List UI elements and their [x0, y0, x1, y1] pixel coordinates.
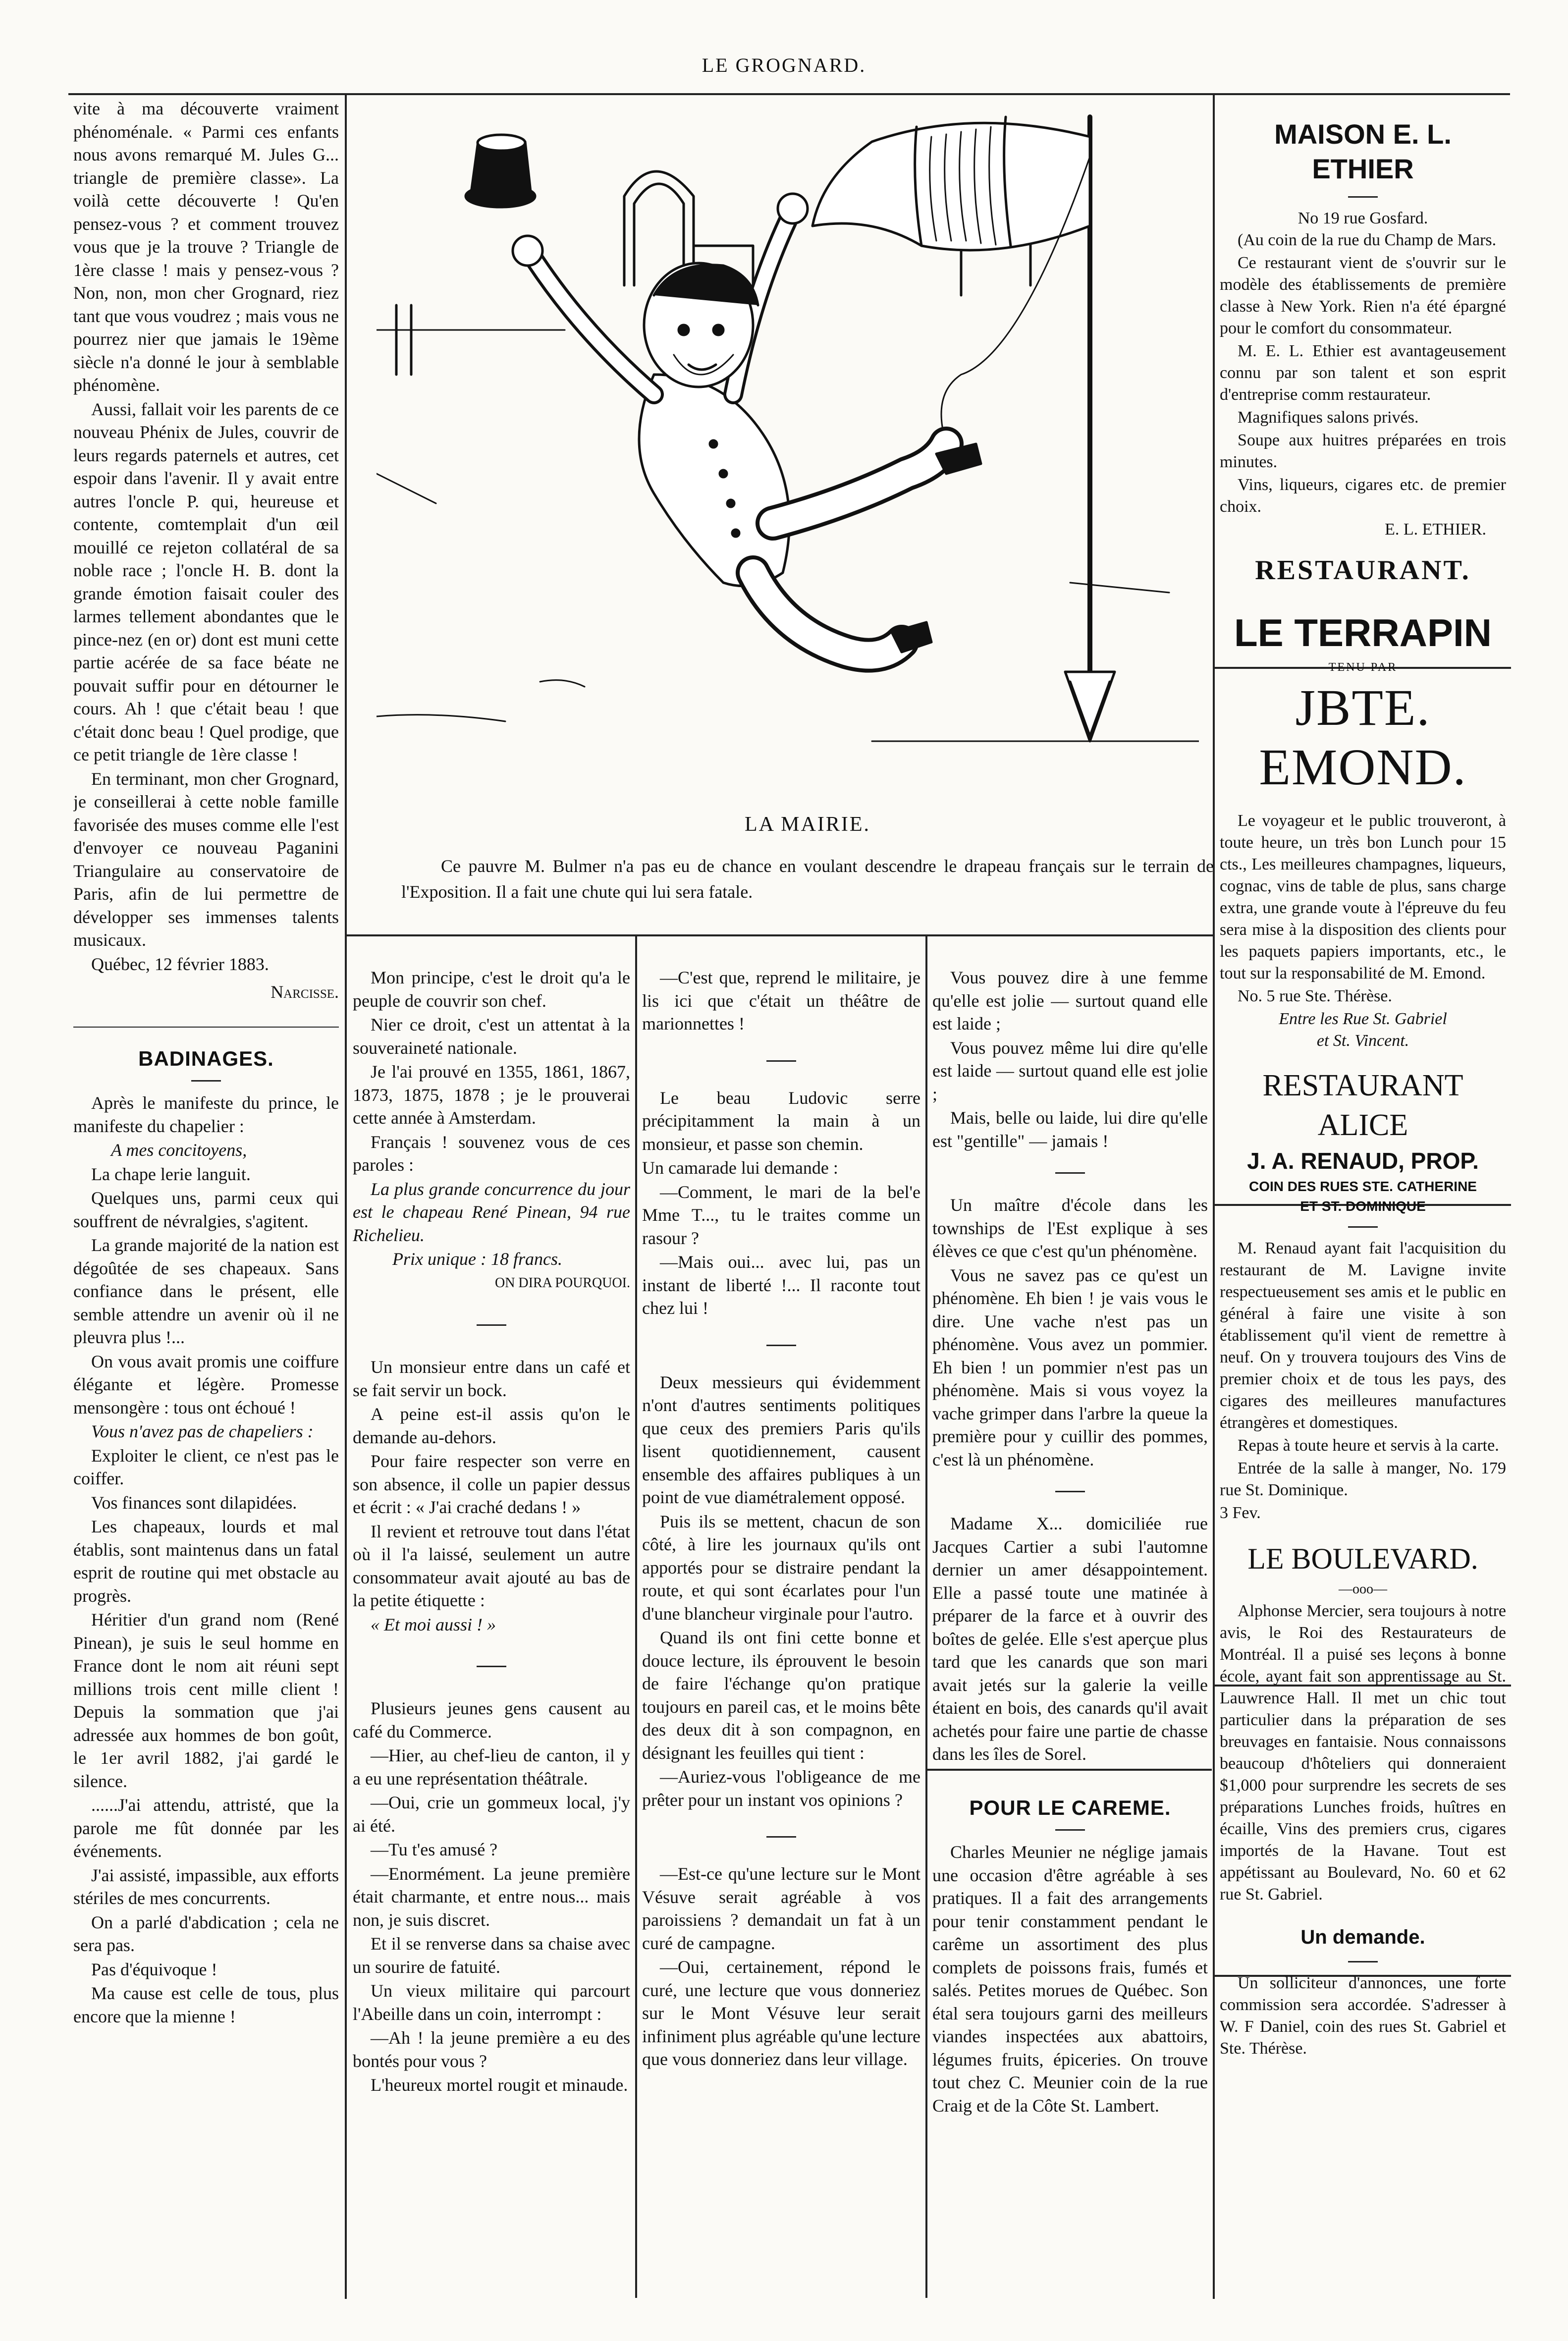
cartoon-title: LA MAIRIE. [745, 813, 870, 836]
ethier-text: Magnifiques salons privés. [1238, 408, 1419, 427]
article-paragraph: Un vieux militaire qui parcourt l'Abeille dans un coin, interrompt : [353, 1981, 630, 2024]
article-paragraph: Deux messieurs qui évidemment n'ont d'autres sentiments politiques que ceux des premiers Paris qu'ils lisent quotidiennement, causent ensemble des affaires publiques à un point de vue diamétralement opposé. [642, 1372, 920, 1507]
article-paragraph: « Et moi aussi ! » [371, 1614, 496, 1634]
dash-separator [1348, 196, 1378, 198]
article-paragraph: Un camarade lui demande : [642, 1158, 838, 1178]
article-paragraph: Le beau Ludovic serre précipitamment la main à un monsieur, et passe son chemin. [642, 1088, 920, 1154]
article-paragraph: Madame X... domiciliée rue Jacques Cartier a subi l'automne dernier un amer désappointement. Elle a passé toute une matinée à préparer de la farce et à ouvrir des boîtes de gelée. Elle s'est aperçue plus tard que les canards que son mari avait jetés sur la galerie la veille étaient en bois, des canards qu'il avait achetés pour faire une partie de chasse dans les îles de Sorel. [932, 1514, 1208, 1764]
demande-text: Un solliciteur d'annonces, une forte commission sera accordée. S'adresser à W. F Daniel, coin des rues St. Gabriel et Ste. Thérèse. [1220, 1974, 1506, 2058]
article-paragraph: Prix unique : 18 francs. [392, 1249, 562, 1269]
dash-separator [477, 1666, 506, 1667]
letter-date: Québec, 12 février 1883. [91, 954, 269, 974]
article-paragraph: Je l'ai prouvé en 1355, 1861, 1867, 1873, 1875, 1878 ; je le prouverai cette année à Amsterdam. [353, 1062, 630, 1128]
badinages-paragraph: A mes concitoyens, [111, 1140, 247, 1160]
dash-separator [1348, 1226, 1378, 1228]
ads-column [1220, 117, 1506, 2297]
section-rule [73, 1027, 339, 1028]
cartoon-bottom-rule [346, 934, 1213, 936]
terrapin-title: LE TERRAPIN [1234, 611, 1492, 654]
article-paragraph: Vous ne savez pas ce qu'est un phénomène. Eh bien ! je vais vous le dire. Une vache n'est pas un phénomène. Vous avez un pommier. Eh bien ! un pommier n'est pas un phénomène. Mais si vous voyez la vache grimper dans l'arbre la queue la première pour y cuillir des pommes, c'est là un phénomène. [932, 1265, 1208, 1470]
terrapin-location: Entre les Rue St. Gabriel [1279, 1010, 1447, 1028]
ethier-title: MAISON E. L. ETHIER [1274, 118, 1452, 184]
boulevard-ornament: —ooo— [1339, 1581, 1387, 1597]
column-2 [353, 966, 630, 2299]
terrapin-owner: JBTE. EMOND. [1259, 679, 1467, 796]
badinages-paragraph: Exploiter le client, ce n'est pas le coiffer. [73, 1445, 339, 1488]
letter-paragraph: vite à ma découverte vraiment phénoménale. « Parmi ces enfants nous avons remarqué M. Jules G... triangle de première classe». La voilà cette découverte ! Qu'en pensez-vous ? et comment trouvez vous que je la trouve ? Triangle de 1ère classe ! mais y pensez-vous ? Non, non, mon cher Grognard, riez tant que vous voudrez ; mais vous ne pourrez nier que jamais le 19ème siècle n'a donné le jour à semblable phénomène. [73, 99, 339, 395]
badinages-paragraph: On vous avait promis une coiffure élégante et légère. Promesse mensongère : tous ont échoué ! [73, 1351, 339, 1417]
article-paragraph: —Ah ! la jeune première a eu des bontés pour vous ? [353, 2028, 630, 2071]
badinages-paragraph: Les chapeaux, lourds et mal établis, sont maintenus dans un fatal esprit de routine qui met obstacle au progrès. [73, 1517, 339, 1606]
article-paragraph: Pour faire respecter son verre en son absence, il colle un papier dessus et écrit : « J'ai craché dedans ! » [353, 1451, 630, 1517]
article-paragraph: Puis ils se mettent, chacun de son côté, à lire les journaux qu'ils ont apportés pour se distraire pendant la route, et qui sont écarlates pour l'un d'une blancheur virginale pour l'autro. [642, 1511, 920, 1624]
dash-separator [477, 1324, 506, 1326]
badinages-paragraph: La grande majorité de la nation est dégoûtée de ses chapeaux. Sans confiance dans le présent, elle semble attendre un avenir où il ne pleuvra plus !... [73, 1235, 339, 1347]
cartoon-drawing [377, 97, 1199, 801]
letter-paragraph: En terminant, mon cher Grognard, je conseillerai à cette noble famille favorisée des muses comme elle l'est d'envoyer ce nouveau Paganini Triangulaire au conservatoire de Paris, afin de lui permettre de développer ses immenses talents musicaux. [73, 768, 339, 950]
article-paragraph: —Oui, certainement, répond le curé, une lecture que vous donneriez sur le Mont Vésuve leur serait infiniment plus agréable qu'une lecture que vous donneriez dans leur village. [642, 1957, 920, 2069]
alice-text: Repas à toute heure et servis à la carte. [1238, 1436, 1499, 1455]
article-paragraph: —C'est que, reprend le militaire, je lis ici que c'était un théâtre de marionnettes ! [642, 968, 920, 1034]
article-paragraph: —Oui, crie un gommeux local, j'y ai été. [353, 1793, 630, 1836]
boulevard-text: Alphonse Mercier, sera toujours à notre avis, le Roi des Restaurateurs de Montréal. Il a puisé ses leçons à bonne école, ayant fait son apprentissage au St. Lauwrence Hall. Il met un chic tout particulier dans la préparation de ses breuvages en fantaisie. Nous connaissons beaucoup d'hôteliers qui donneraient $1,000 pour surprendre les secrets de ses préparations Lunches froids, huîtres en écaille, Vins des premiers crus, cigares importés de la Havane. Tout est appétissant au Boulevard, No. 60 et 62 rue St. Gabriel. [1220, 1602, 1506, 1904]
badinages-paragraph: Pas d'équivoque ! [91, 1959, 217, 1979]
column-3 [642, 966, 920, 2299]
dash-separator [766, 1345, 796, 1346]
alice-corner: ET ST. DOMINIQUE [1300, 1198, 1426, 1214]
article-paragraph: Plusieurs jeunes gens causent au café du Commerce. [353, 1698, 630, 1742]
ethier-corner: (Au coin de la rue du Champ de Mars. [1238, 231, 1497, 249]
article-paragraph: —Tu t'es amusé ? [371, 1840, 498, 1859]
dash-separator [1055, 1172, 1085, 1174]
letter-signature: Narcisse. [270, 982, 339, 1002]
ethier-address: No 19 rue Gosfard. [1298, 209, 1428, 227]
badinages-paragraph: Quelques uns, parmi ceux qui souffrent de névralgies, s'agitent. [73, 1188, 339, 1231]
alice-corner: COIN DES RUES STE. CATHERINE [1249, 1179, 1477, 1194]
careme-title: POUR LE CAREME. [969, 1796, 1171, 1819]
cartoon-illustration [377, 97, 1199, 801]
terrapin-tenu: TENU PAR [1328, 661, 1398, 674]
badinages-paragraph: Après le manifeste du prince, le manifeste du chapelier : [73, 1093, 339, 1136]
dash-separator [191, 1080, 221, 1082]
column-rule-ads [1213, 94, 1215, 2299]
article-paragraph: A peine est-il assis qu'on le demande au-dehors. [353, 1404, 630, 1447]
article-paragraph: —Enormément. La jeune première était charmante, et entre nous... mais non, je suis discret. [353, 1863, 630, 1930]
badinages-paragraph: La chape lerie languit. [91, 1164, 251, 1184]
article-paragraph: Vous pouvez dire à une femme qu'elle est jolie — surtout quand elle est laide ; [932, 968, 1208, 1034]
article-paragraph: Quand ils ont fini cette bonne et douce lecture, ils éprouvent le besoin de faire l'échange qu'on pratique toujours en pareil cas, et le moins bête des deux dit à son compagnon, en désignant les feuilles qui tient : [642, 1628, 920, 1763]
dash-separator [1348, 1961, 1378, 1962]
article-paragraph: Mon principe, c'est le droit qu'a le peuple de couvrir son chef. [353, 968, 630, 1011]
column-rule-1 [345, 94, 347, 2299]
column-rule-2 [635, 935, 637, 2298]
dash-separator [1055, 1829, 1085, 1831]
dash-separator [1055, 1491, 1085, 1492]
ethier-text: Soupe aux huitres préparées en trois minutes. [1220, 431, 1506, 471]
badinages-paragraph: ......J'ai attendu, attristé, que la parole me fût donnée par les événements. [73, 1795, 339, 1861]
badinages-paragraph: Vos finances sont dilapidées. [91, 1492, 297, 1513]
article-paragraph: La plus grande concurrence du jour est le chapeau René Pinean, 94 rue Richelieu. [353, 1179, 630, 1245]
alice-date: 3 Fev. [1220, 1504, 1261, 1522]
alice-title: RESTAURANT ALICE [1262, 1069, 1463, 1142]
badinages-paragraph: J'ai assisté, impassible, aux efforts stériles de mes concurrents. [73, 1865, 339, 1908]
badinages-paragraph: Vous n'avez pas de chapeliers : [91, 1421, 314, 1441]
boulevard-title: LE BOULEVARD. [1247, 1542, 1478, 1575]
ethier-text: M. E. L. Ethier est avantageusement connu par son talent et son esprit d'entreprise comm restaurateur. [1220, 342, 1506, 404]
running-head: LE GROGNARD. [702, 54, 866, 76]
article-paragraph: Il revient et retrouve tout dans l'état où il l'a laissé, seulement un autre consommateur avait ajouté au bas de la petite étiquette : [353, 1521, 630, 1610]
terrapin-text: No. 5 rue Ste. Thérèse. [1238, 987, 1392, 1005]
article-paragraph: —Hier, au chef-lieu de canton, il y a eu une représentation théâtrale. [353, 1745, 630, 1789]
alice-text: Entrée de la salle à manger, No. 179 rue St. Dominique. [1220, 1459, 1506, 1499]
article-paragraph: —Comment, le mari de la bel'e Mme T..., tu le traites comme un rasour ? [642, 1182, 920, 1248]
article-paragraph: Un monsieur entre dans un café et se fait servir un bock. [353, 1357, 630, 1400]
terrapin-text: Le voyageur et le public trouveront, à toute heure, un très bon Lunch pour 15 cts., Les meilleures champagnes, liqueurs, cognac, vins de table de plus, sans charge extra, une grande voute à l'épreuve du feu sera mise à la disposition des clients pour les paquets papiers importants, etc., le tout sur la responsabilité de M. Emond. [1220, 812, 1506, 982]
demande-title: Un demande. [1300, 1926, 1425, 1948]
column-1 [73, 97, 339, 2297]
dash-separator [766, 1060, 796, 1062]
article-paragraph: —Est-ce qu'une lecture sur le Mont Vésuve serait agréable à vos paroissiens ? demandait un fat à un curé de campagne. [642, 1864, 920, 1953]
badinages-paragraph: Ma cause est celle de tous, plus encore que la mienne ! [73, 1983, 339, 2026]
article-paragraph: Vous pouvez même lui dire qu'elle est laide — surtout quand elle est jolie ; [932, 1037, 1208, 1104]
ethier-signature: E. L. ETHIER. [1385, 520, 1486, 539]
dash-separator [766, 1836, 796, 1838]
article-paragraph: ON DIRA POURQUOI. [494, 1275, 630, 1291]
column-rule-3 [925, 935, 927, 2298]
article-paragraph: Et il se renverse dans sa chaise avec un sourire de fatuité. [353, 1934, 630, 1977]
article-paragraph: Mais, belle ou laide, lui dire qu'elle est "gentille" — jamais ! [932, 1108, 1208, 1151]
terrapin-location: et St. Vincent. [1316, 1032, 1409, 1050]
badinages-title: BADINAGES. [138, 1046, 274, 1070]
article-paragraph: Nier ce droit, c'est un attentat à la souveraineté nationale. [353, 1015, 630, 1058]
cartoon-caption: Ce pauvre M. Bulmer n'a pas eu de chance en voulant descendre le drapeau français sur le terrain de l'Exposition. Il a fait une chute qui lui sera fatale. [401, 856, 1214, 902]
article-paragraph: Charles Meunier ne néglige jamais une occasion d'être agréable à ses pratiques. Il a fait des arrangements pour tenir constamment pendant le carême un assortiment des plus complets de poissons frais, fumés et salés. Petites morues de Québec. Son étal sera toujours garni des meilleurs viandes inspectées aux abattoirs, légumes fruits, épiceries. On trouve tout chez C. Meunier coin de la rue Craig et de la Côte St. Lambert. [932, 1842, 1208, 2116]
top-rule [68, 93, 1510, 95]
article-paragraph: —Mais oui... avec lui, pas un instant de liberté !... Il raconte tout chez lui ! [642, 1252, 920, 1318]
spacer [932, 1767, 1208, 1790]
alice-prop: J. A. RENAUD, PROP. [1247, 1148, 1479, 1174]
article-paragraph: L'heureux mortel rougit et minaude. [371, 2075, 628, 2095]
article-paragraph: —Auriez-vous l'obligeance de me prêter pour un instant vos opinions ? [642, 1767, 920, 1810]
article-paragraph: Un maître d'école dans les townships de l'Est explique à ses élèves ce que c'est qu'un phénomène. [932, 1195, 1208, 1261]
letter-paragraph: Aussi, fallait voir les parents de ce nouveau Phénix de Jules, couvrir de leurs regards paternels et autres, cet espoir dans l'avenir. Il y avait entre autres l'oncle P. qui, heureuse et contente, comtemplait d'un œil mouillé ce rejeton collatéral de sa noble race ; l'oncle H. B. dont la grande émotion faisait couler des larmes tellement abondantes que le pince-nez (en or) dont est muni cette partie acérée de sa face béate ne pouvait suffir pour en détourner le cours. Ah ! que c'était beau ! que c'était donc beau ! Quel prodige, que ce petit triangle de 1ère classe ! [73, 399, 339, 764]
ethier-text: Vins, liqueurs, cigares etc. de premier choix. [1220, 476, 1506, 516]
restaurant-banner: RESTAURANT. [1255, 555, 1471, 586]
article-paragraph: Français ! souvenez vous de ces paroles : [353, 1132, 630, 1175]
column-4 [932, 966, 1208, 2299]
ethier-text: Ce restaurant vient de s'ouvrir sur le modèle des établissements de première classe à New York. Rien n'a été épargné pour le comfort du consommateur. [1220, 254, 1506, 337]
badinages-paragraph: Héritier d'un grand nom (René Pinean), je suis le seul homme en France dont le nom ait réuni sept millions trois cent mille client ! Depuis la sommation que j'ai adressée aux hommes de bon goût, le 1er avril 1882, j'ai gardé le silence. [73, 1610, 339, 1791]
badinages-paragraph: On a parlé d'abdication ; cela ne sera pas. [73, 1912, 339, 1955]
alice-text: M. Renaud ayant fait l'acquisition du restaurant de M. Lavigne invite respectueusement ses amis et le public en général à faire une visite à son établissement qu'il vient de remettre à neuf. On y trouvera toujours des Vins de premier choix et de tous les pays, des cigares des meilleures manufactures étrangères et domestiques. [1220, 1239, 1506, 1432]
